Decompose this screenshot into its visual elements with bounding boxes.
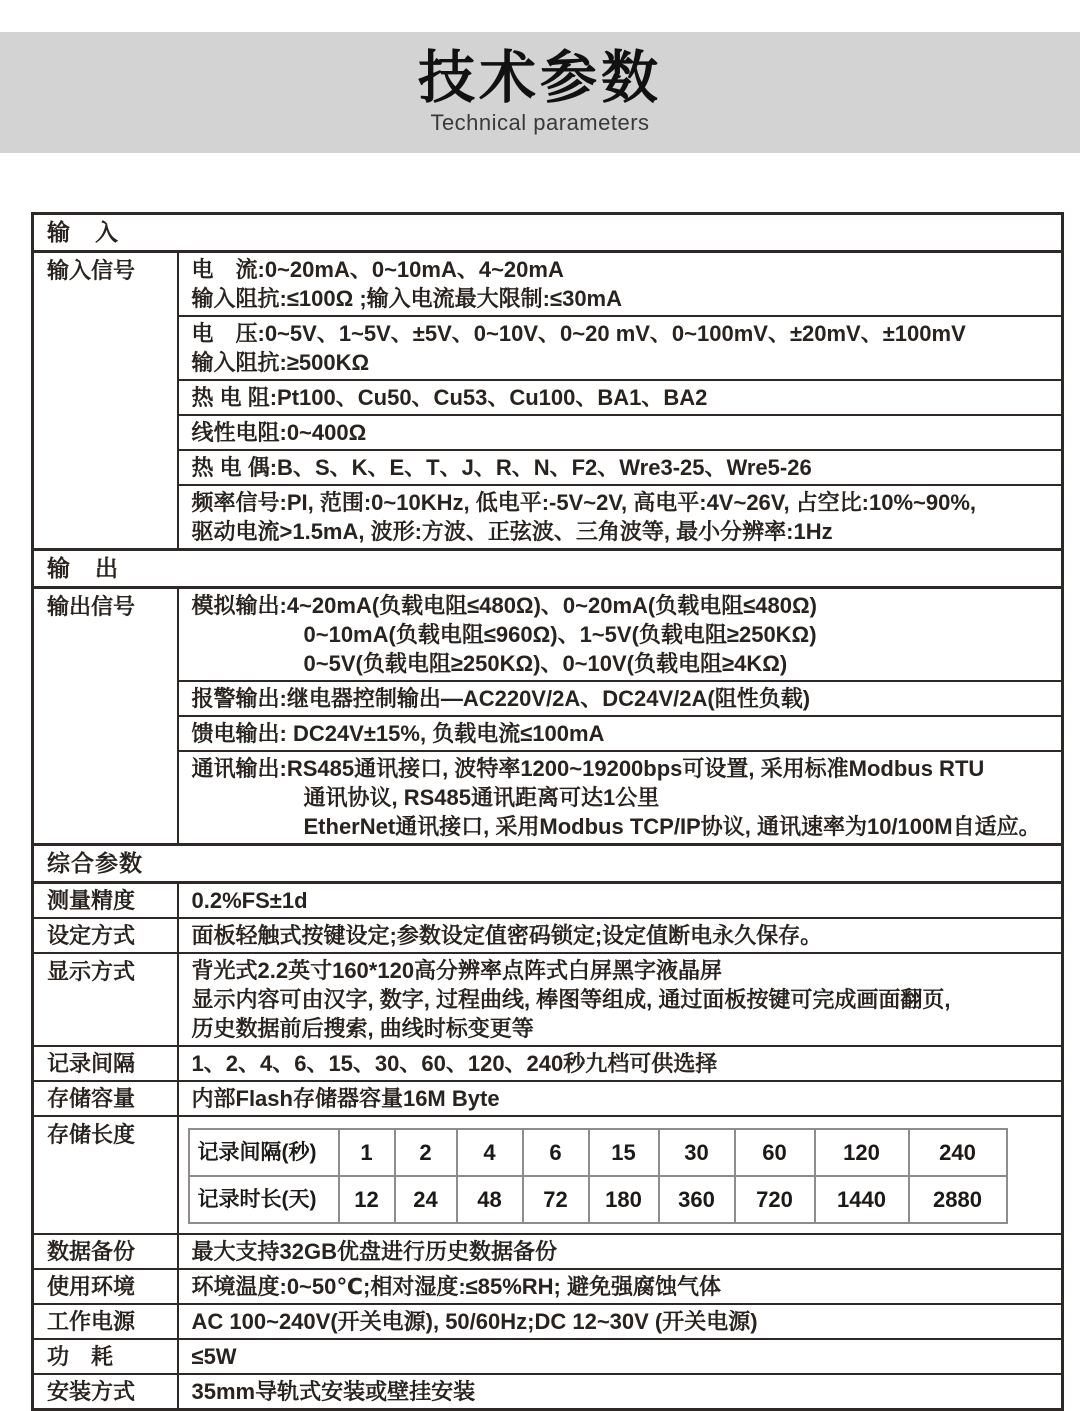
row-label-record-interval: 记录间隔 [33, 1046, 178, 1081]
row-data-backup [33, 1234, 1063, 1269]
section-header-general: 综合参数 [33, 845, 1063, 883]
page-title: 技术参数 [418, 45, 662, 110]
spec-line: AC 100~240V(开关电源), 50/60Hz;DC 12~30V (开关电源) [191, 1309, 758, 1334]
spec-line: 环境温度:0~50℃;相对湿度:≤85%RH; 避免强腐蚀气体 [191, 1274, 721, 1299]
spec-line: 显示内容可由汉字, 数字, 过程曲线, 棒图等组成, 通过面板按键可完成画面翻页, [191, 987, 951, 1012]
row-value-environment [178, 1269, 1063, 1304]
storage-interval-value: 60 [735, 1129, 815, 1176]
row-label-power-consumption: 功 耗 [33, 1339, 178, 1374]
spec-line: 面板轻触式按键设定;参数设定值密码锁定;设定值断电永久保存。 [191, 923, 823, 948]
row-value-data-backup [178, 1234, 1063, 1269]
row-value-frequency [178, 485, 1063, 550]
row-label-power-supply: 工作电源 [33, 1304, 178, 1339]
row-feed-output [33, 716, 1063, 751]
storage-interval-value: 30 [659, 1129, 735, 1176]
spec-line: 最大支持32GB优盘进行历史数据备份 [191, 1239, 557, 1264]
page-subtitle: Technical parameters [430, 110, 650, 136]
row-label-storage-capacity: 存储容量 [33, 1081, 178, 1116]
row-record-interval [33, 1046, 1063, 1081]
row-label-input-signal: 输入信号 [33, 252, 178, 550]
row-power-consumption [33, 1339, 1063, 1374]
row-comm-output [33, 751, 1063, 845]
row-setting-method [33, 918, 1063, 953]
row-value-current [178, 252, 1063, 317]
row-input-current [33, 252, 1063, 317]
spec-line: 驱动电流>1.5mA, 波形:方波、正弦波、三角波等, 最小分辨率:1Hz [191, 519, 833, 544]
spec-line: 1、2、4、6、15、30、60、120、240秒九档可供选择 [191, 1051, 718, 1076]
row-label-data-backup: 数据备份 [33, 1234, 178, 1269]
row-value-power-consumption [178, 1339, 1063, 1374]
row-value-record-interval [178, 1046, 1063, 1081]
row-environment [33, 1269, 1063, 1304]
storage-duration-value: 360 [659, 1176, 735, 1223]
spec-line: 热 电 阻:Pt100、Cu50、Cu53、Cu100、BA1、BA2 [191, 385, 708, 410]
spec-line: 馈电输出: DC24V±15%, 负载电流≤100mA [191, 721, 605, 746]
spec-line: 热 电 偶:B、S、K、E、T、J、R、N、F2、Wre3-25、Wre5-26 [191, 455, 812, 480]
row-value-rtd [178, 380, 1063, 415]
storage-duration-value: 2880 [909, 1176, 1007, 1223]
row-value-feed-output [178, 716, 1063, 751]
storage-table-row-duration [189, 1176, 1007, 1223]
spec-line: 内部Flash存储器容量16M Byte [191, 1086, 500, 1111]
row-value-thermocouple [178, 450, 1063, 485]
storage-interval-value: 15 [589, 1129, 659, 1176]
row-value-power-supply [178, 1304, 1063, 1339]
spec-line: 背光式2.2英寸160*120高分辨率点阵式白屏黑字液晶屏 [191, 958, 723, 983]
spec-line: 模拟输出:4~20mA(负载电阻≤480Ω)、0~20mA(负载电阻≤480Ω) [191, 593, 817, 618]
row-value-display-mode [178, 953, 1063, 1046]
spec-line: 0.2%FS±1d [191, 888, 308, 913]
storage-interval-value: 1 [339, 1129, 395, 1176]
row-label-accuracy: 测量精度 [33, 883, 178, 919]
spec-line: 报警输出:继电器控制输出—AC220V/2A、DC24V/2A(阻性负载) [191, 686, 811, 711]
row-label-storage-length: 存储长度 [33, 1116, 178, 1234]
storage-table-row-interval [189, 1129, 1007, 1176]
storage-duration-label: 记录时长(天) [189, 1176, 339, 1223]
storage-interval-value: 2 [395, 1129, 457, 1176]
row-value-comm-output [178, 751, 1063, 845]
row-value-linear-resistance [178, 415, 1063, 450]
spec-line: 输入阻抗:≤100Ω ;输入电流最大限制:≤30mA [191, 286, 623, 311]
row-value-setting-method [178, 918, 1063, 953]
storage-interval-value: 120 [815, 1129, 909, 1176]
row-label-output-signal: 输出信号 [33, 588, 178, 845]
row-label-display-mode: 显示方式 [33, 953, 178, 1046]
row-value-analog-output [178, 588, 1063, 682]
row-input-voltage [33, 316, 1063, 380]
storage-interval-label: 记录间隔(秒) [189, 1129, 339, 1176]
storage-table [188, 1128, 1008, 1224]
row-alarm-output [33, 681, 1063, 716]
storage-interval-value: 6 [523, 1129, 589, 1176]
spec-line: 0~5V(负载电阻≥250KΩ)、0~10V(负载电阻≥4KΩ) [303, 651, 788, 676]
section-header-input: 输 入 [33, 214, 1063, 252]
section-row-output [33, 550, 1063, 588]
section-header-output: 输 出 [33, 550, 1063, 588]
spec-table [31, 212, 1064, 1411]
section-row-general [33, 845, 1063, 883]
row-value-installation [178, 1374, 1063, 1410]
spec-line: 线性电阻:0~400Ω [191, 420, 367, 445]
spec-line: 电 流:0~20mA、0~10mA、4~20mA [191, 257, 564, 282]
row-value-accuracy [178, 883, 1063, 919]
storage-duration-value: 720 [735, 1176, 815, 1223]
row-input-frequency [33, 485, 1063, 550]
spec-line: 通讯输出:RS485通讯接口, 波特率1200~19200bps可设置, 采用标准Modbus RTU [191, 756, 985, 781]
title-banner [0, 32, 1080, 153]
spec-line: EtherNet通讯接口, 采用Modbus TCP/IP协议, 通讯速率为10/100M自适应。 [303, 814, 1041, 839]
row-analog-output [33, 588, 1063, 682]
row-label-setting-method: 设定方式 [33, 918, 178, 953]
storage-duration-value: 48 [457, 1176, 523, 1223]
row-power-supply [33, 1304, 1063, 1339]
storage-interval-value: 240 [909, 1129, 1007, 1176]
row-storage-capacity [33, 1081, 1063, 1116]
storage-duration-value: 180 [589, 1176, 659, 1223]
spec-line: ≤5W [191, 1344, 237, 1369]
storage-interval-value: 4 [457, 1129, 523, 1176]
row-value-voltage [178, 316, 1063, 380]
storage-duration-value: 1440 [815, 1176, 909, 1223]
row-input-linear-resistance [33, 415, 1063, 450]
row-storage-length [33, 1116, 1063, 1234]
spec-line: 频率信号:PI, 范围:0~10KHz, 低电平:-5V~2V, 高电平:4V~26V, 占空比:10%~90%, [191, 490, 977, 515]
storage-duration-value: 72 [523, 1176, 589, 1223]
storage-duration-value: 12 [339, 1176, 395, 1223]
row-value-storage-capacity [178, 1081, 1063, 1116]
spec-line: 35mm导轨式安装或壁挂安装 [191, 1379, 476, 1404]
row-value-storage-length [178, 1116, 1063, 1234]
row-label-installation: 安装方式 [33, 1374, 178, 1410]
spec-line: 历史数据前后搜索, 曲线时标变更等 [191, 1016, 534, 1041]
row-display-mode [33, 953, 1063, 1046]
spec-line: 电 压:0~5V、1~5V、±5V、0~10V、0~20 mV、0~100mV、±20mV、±100mV [191, 321, 966, 346]
row-installation [33, 1374, 1063, 1410]
section-row-input [33, 214, 1063, 252]
row-accuracy [33, 883, 1063, 919]
row-label-environment: 使用环境 [33, 1269, 178, 1304]
spec-line: 0~10mA(负载电阻≤960Ω)、1~5V(负载电阻≥250KΩ) [303, 622, 817, 647]
row-input-rtd [33, 380, 1063, 415]
spec-line: 输入阻抗:≥500KΩ [191, 350, 370, 375]
spec-line: 通讯协议, RS485通讯距离可达1公里 [303, 785, 660, 810]
storage-duration-value: 24 [395, 1176, 457, 1223]
row-value-alarm-output [178, 681, 1063, 716]
row-input-thermocouple [33, 450, 1063, 485]
